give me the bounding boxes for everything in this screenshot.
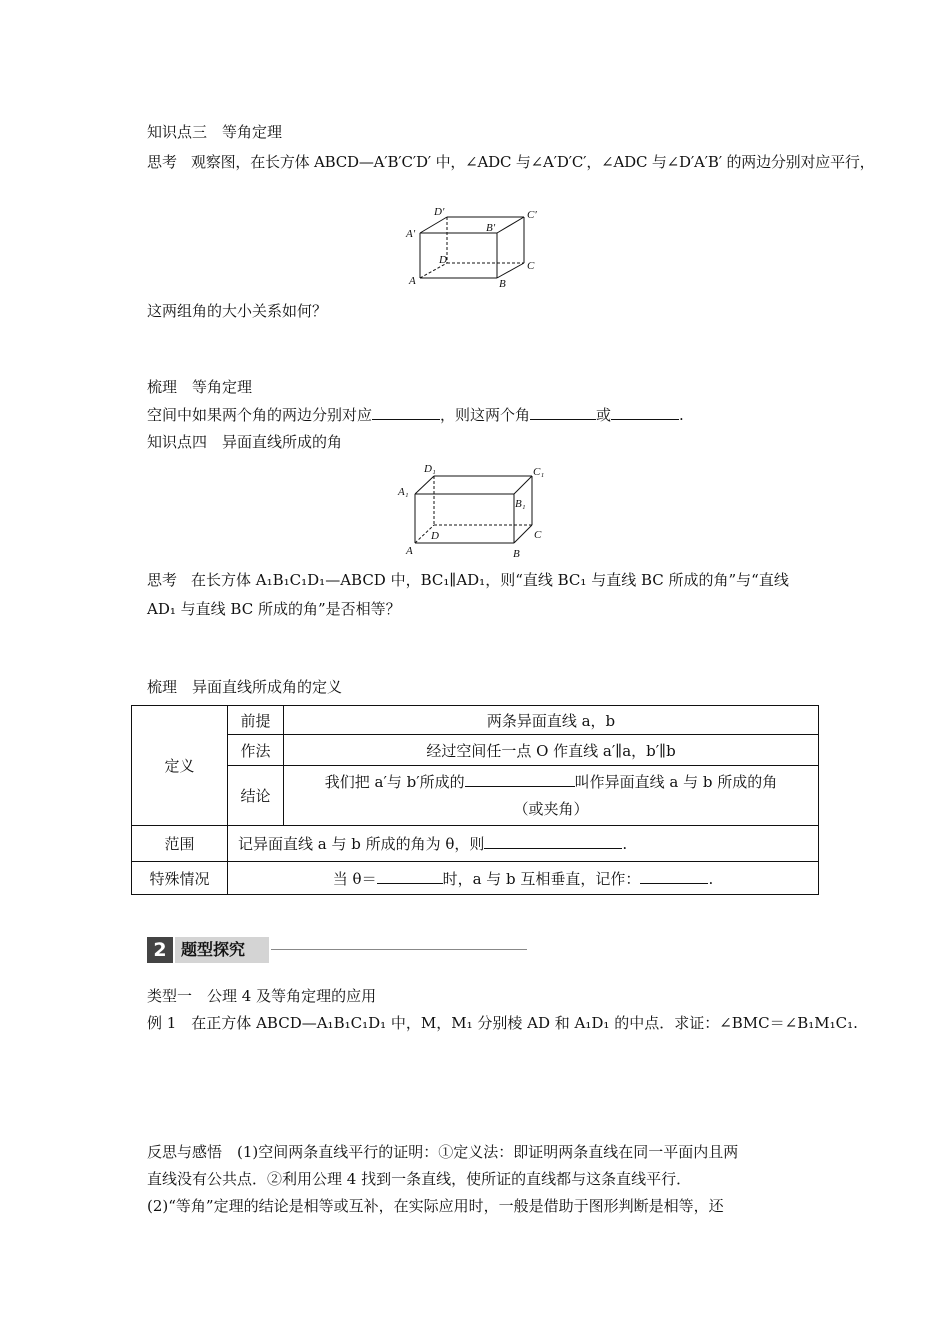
blank-range[interactable] <box>484 834 622 849</box>
special-value <box>228 862 819 895</box>
label-D: D <box>439 254 447 266</box>
label-A1: A₁ <box>398 486 409 498</box>
kp4-heading: 知识点四 异面直线所成的角 <box>147 433 343 451</box>
conclusion-a: 我们把 a′与 b′所成的 <box>324 772 465 791</box>
kp3-heading: 知识点三 等角定理 <box>147 123 283 141</box>
range-label: 范围 <box>132 826 228 862</box>
special-b: 时，a 与 b 互相垂直，记作： <box>442 869 641 888</box>
blank-supplementary[interactable] <box>611 405 679 420</box>
label-C: C <box>534 529 542 541</box>
blank-parallel[interactable] <box>372 405 440 420</box>
type1-heading: 类型一 公理 4 及等角定理的应用 <box>147 987 377 1005</box>
method-value: 经过空间任一点 O 作直线 a′∥a，b′∥b <box>284 735 819 766</box>
kp4-think-text1: 在长方体 A₁B₁C₁D₁—ABCD 中，BC₁∥AD₁，则“直线 BC₁ 与直线 BC 所成的角”与“直线 <box>191 571 789 589</box>
label-A: A <box>409 275 416 287</box>
special-a: 当 θ＝ <box>332 869 377 888</box>
summary-text-c: 或 <box>596 406 612 424</box>
special-label: 特殊情况 <box>132 862 228 895</box>
definition-cell: 定义 <box>132 706 228 826</box>
think-label: 思考 <box>147 153 178 171</box>
summary-text-b: ，则这两个角 <box>440 406 531 424</box>
cuboid-figure-1 <box>400 205 550 293</box>
label-A: A <box>406 545 413 557</box>
conclusion-label: 结论 <box>228 766 284 826</box>
label-B: B <box>499 278 506 290</box>
reflect-line2: 直线没有公共点．②利用公理 4 找到一条直线，使所证的直线都与这条直线平行． <box>147 1170 692 1188</box>
conclusion-value <box>284 766 819 826</box>
reflect-line1: 反思与感悟 (1)空间两条直线平行的证明：①定义法：即证明两条直线在同一平面内且两 <box>147 1143 739 1161</box>
label-D: D <box>431 530 439 542</box>
kp3-summary-line <box>147 405 684 425</box>
cuboid-figure-2 <box>396 460 556 560</box>
label-C: C <box>527 260 535 272</box>
label-B1: B′ <box>486 222 496 234</box>
label-C1: C₁ <box>533 466 545 478</box>
summary-text-a: 空间中如果两个角的两边分别对应 <box>147 406 373 424</box>
label-B1: B₁ <box>515 498 526 510</box>
range-a: 记异面直线 a 与 b 所成的角为 θ，则 <box>238 835 485 853</box>
blank-acute-angle[interactable] <box>465 772 575 787</box>
label-D1: D′ <box>434 206 445 218</box>
kp4-think-line2: AD₁ 与直线 BC 所成的角”是否相等？ <box>147 600 401 618</box>
kp3-summary-heading: 梳理 等角定理 <box>147 378 253 396</box>
kp4-think-line1 <box>147 570 789 590</box>
think-label: 思考 <box>147 571 178 589</box>
special-c: . <box>708 869 714 888</box>
kp4-summary-heading: 梳理 异面直线所成角的定义 <box>147 678 343 696</box>
section-rule <box>271 949 527 950</box>
range-b: . <box>622 835 628 853</box>
summary-text-d: . <box>679 406 684 424</box>
section-title: 题型探究 <box>175 937 269 963</box>
kp3-think-line1 <box>147 152 874 172</box>
blank-notation[interactable] <box>640 869 708 884</box>
conclusion-c: （或夹角） <box>513 799 589 818</box>
premise-label: 前提 <box>228 706 284 735</box>
kp3-question: 这两组角的大小关系如何？ <box>147 302 328 320</box>
section-2-banner <box>147 937 527 965</box>
section-number: 2 <box>147 937 173 963</box>
label-C1: C′ <box>527 209 537 221</box>
label-A1: A′ <box>406 228 416 240</box>
blank-equal[interactable] <box>530 405 596 420</box>
blank-theta[interactable] <box>377 869 443 884</box>
method-label: 作法 <box>228 735 284 766</box>
label-D1: D₁ <box>424 463 436 475</box>
kp3-think-text: 观察图，在长方体 ABCD—A′B′C′D′ 中，∠ADC 与∠A′D′C′，∠ADC 与∠D′A′B′ 的两边分别对应平行， <box>191 153 875 171</box>
example-1: 例 1 在正方体 ABCD—A₁B₁C₁D₁ 中，M，M₁ 分别棱 AD 和 A₁D₁ 的中点．求证：∠BMC＝∠B₁M₁C₁. <box>147 1014 858 1032</box>
definition-table <box>131 705 819 895</box>
premise-value: 两条异面直线 a，b <box>284 706 819 735</box>
conclusion-b: 叫作异面直线 a 与 b 所成的角 <box>574 772 778 791</box>
reflect-line3: (2)“等角”定理的结论是相等或互补，在实际应用时，一般是借助于图形判断是相等，还 <box>147 1197 724 1215</box>
range-value <box>228 826 819 862</box>
label-B: B <box>513 548 520 560</box>
